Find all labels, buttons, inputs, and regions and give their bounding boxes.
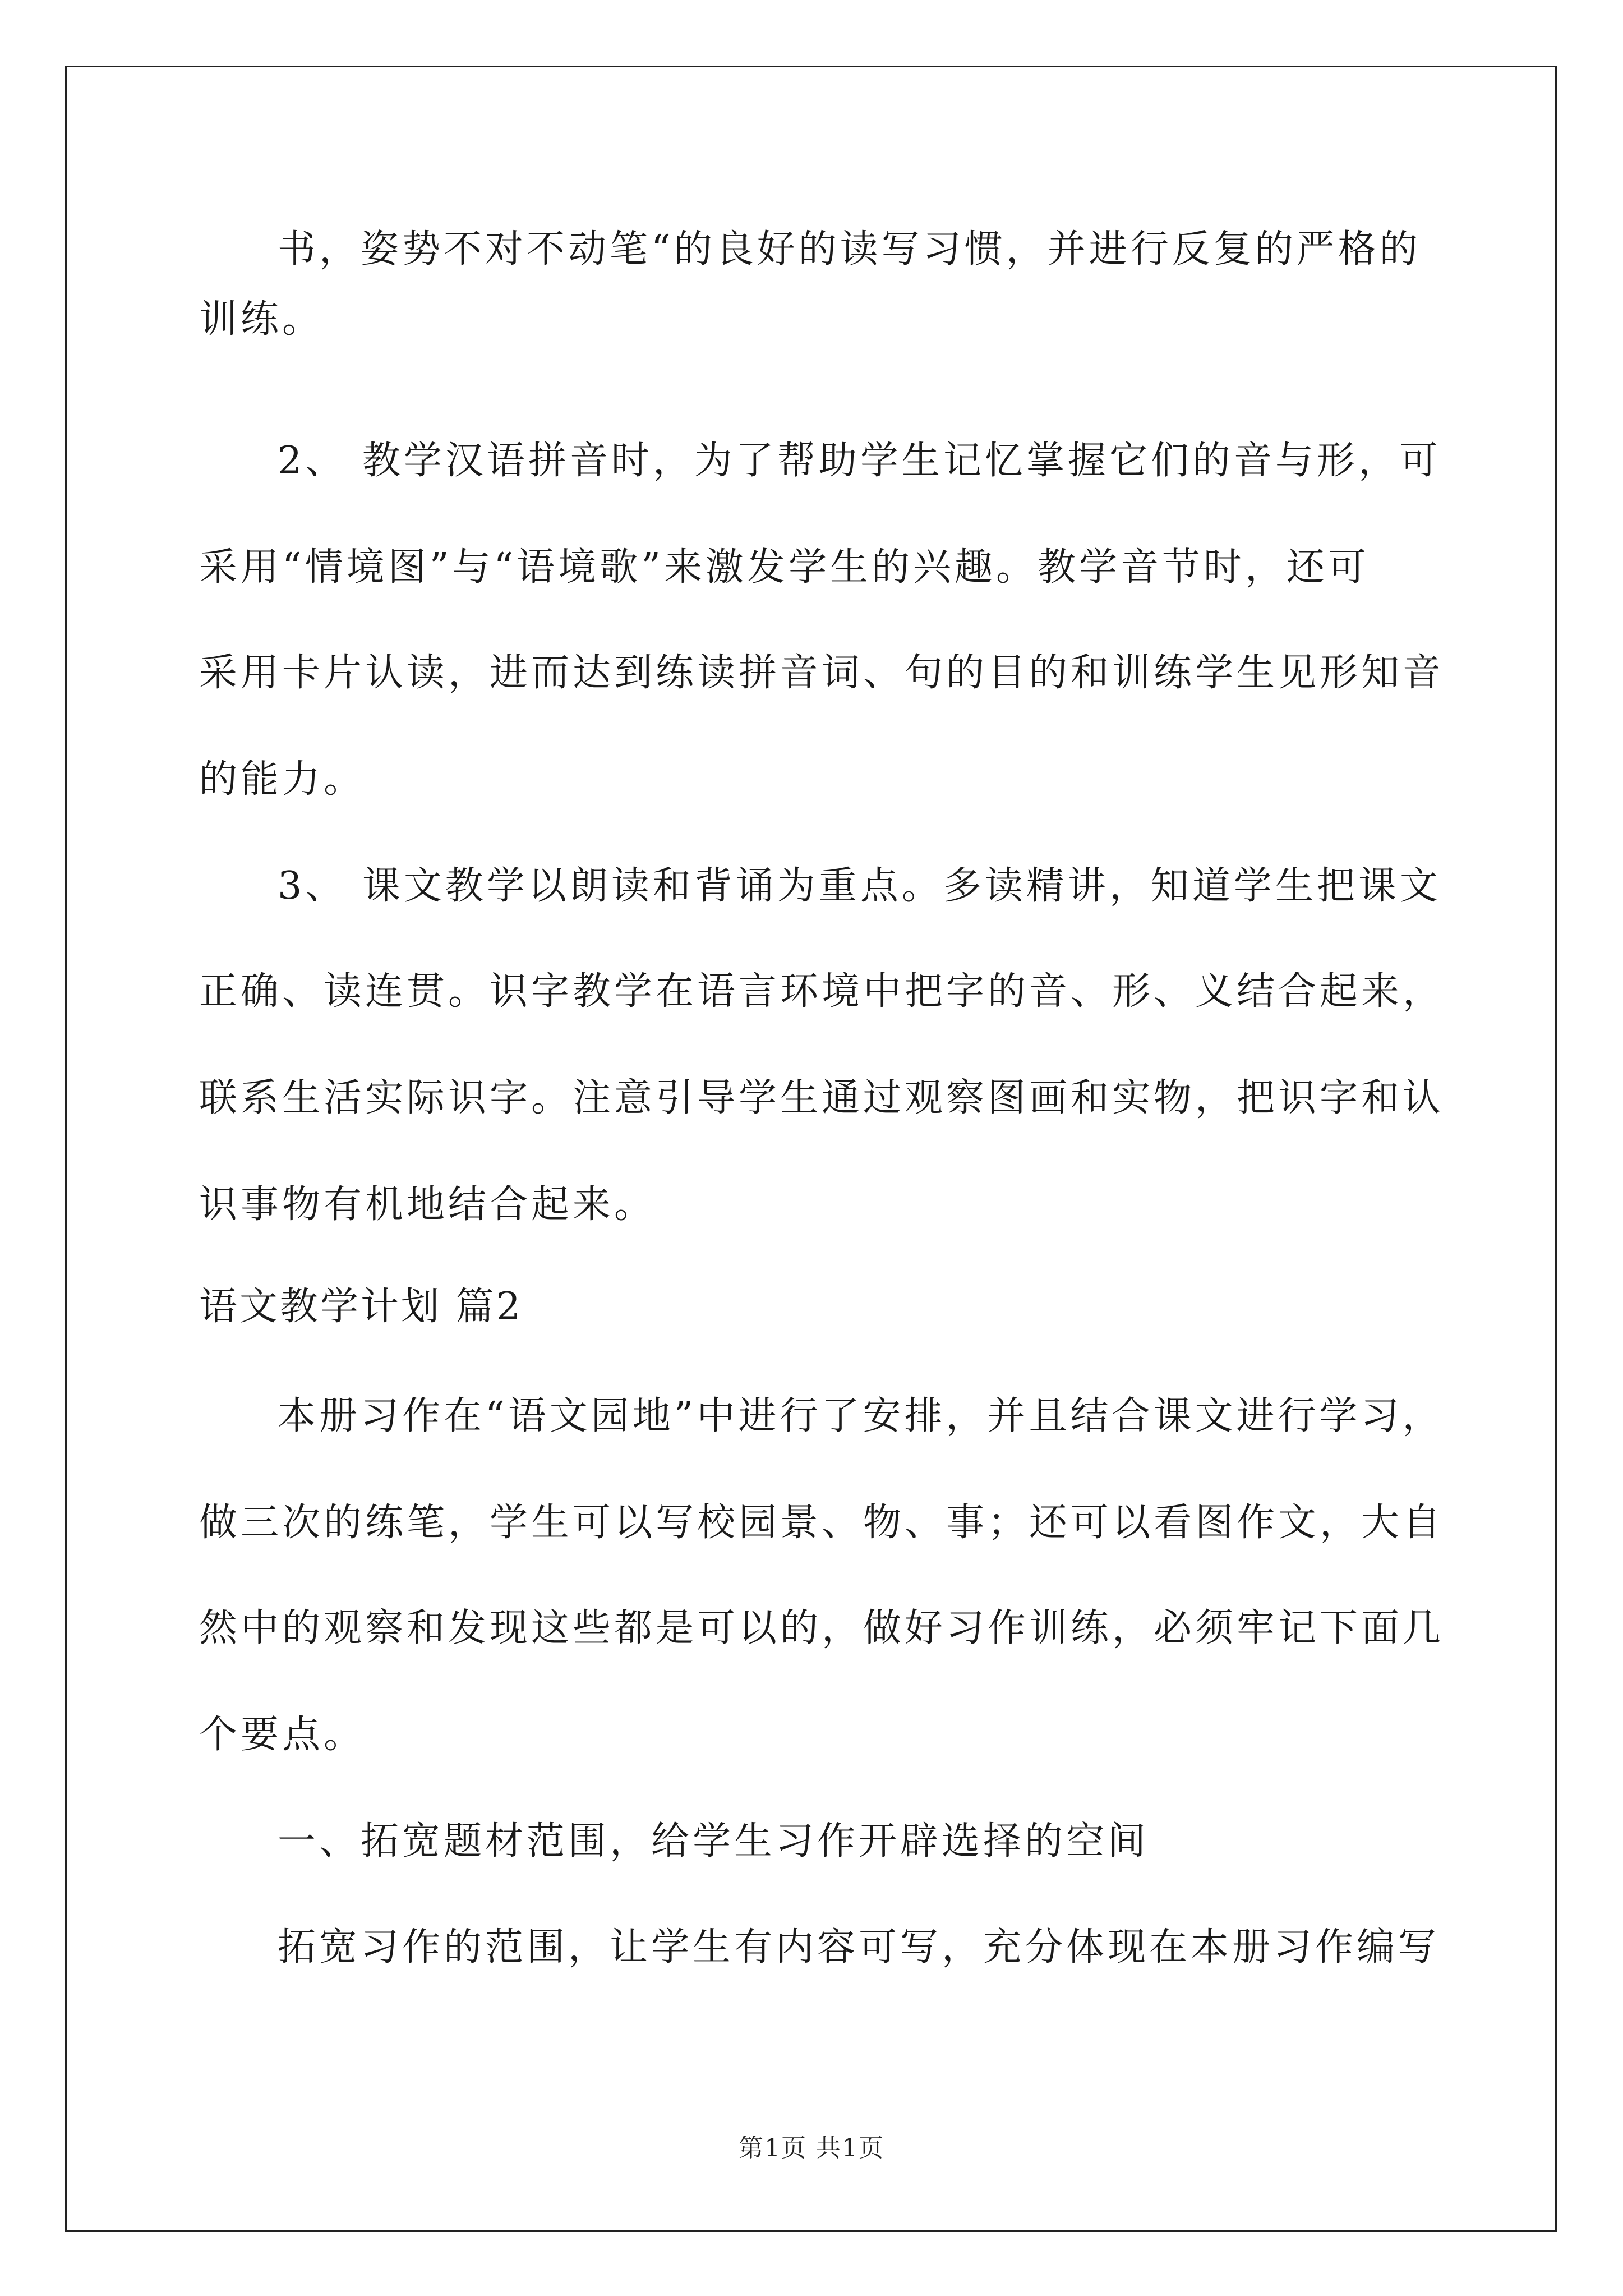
paragraph-line: 本册习作在“语文园地”中进行了安排，并且结合课文进行学习， — [278, 1394, 1444, 1438]
paragraph-line: 拓宽习作的范围，让学生有内容可写，充分体现在本册习作编写 — [278, 1925, 1440, 1970]
paragraph-line: 3、 课文教学以朗读和背诵为重点。多读精讲，知道学生把课文 — [278, 864, 1441, 908]
paragraph-line: 书，姿势不对不动笔“的良好的读写习惯，并进行反复的严格的 — [278, 227, 1421, 272]
subheading-line: 一、拓宽题材范围，给学生习作开辟选择的空间 — [278, 1819, 1150, 1864]
paragraph-line: 识事物有机地结合起来。 — [199, 1182, 656, 1227]
paragraph-line: 做三次的练笔，学生可以写校园景、物、事；还可以看图作文，大自 — [199, 1501, 1445, 1545]
paragraph-line: 正确、读连贯。识字教学在语言环境中把字的音、形、义结合起来， — [199, 969, 1445, 1014]
paragraph-line: 采用“情境图”与“语境歌”来激发学生的兴趣。教学音节时，还可 — [199, 545, 1370, 590]
paragraph-line: 采用卡片认读，进而达到练读拼音词、句的目的和训练学生见形知音 — [199, 651, 1445, 695]
page-footer: 第1页 共1页 — [739, 2134, 884, 2162]
paragraph-line: 个要点。 — [199, 1713, 366, 1757]
paragraph-line: 联系生活实际识字。注意引导学生通过观察图画和实物，把识字和认 — [199, 1076, 1445, 1120]
section-heading: 语文教学计划 篇2 — [199, 1285, 523, 1329]
page-border — [65, 66, 1557, 2232]
paragraph-line: 训练。 — [199, 297, 324, 342]
paragraph-line: 的能力。 — [199, 757, 366, 802]
paragraph-line: 2、 教学汉语拼音时，为了帮助学生记忆掌握它们的音与形，可 — [278, 439, 1441, 483]
paragraph-line: 然中的观察和发现这些都是可以的，做好习作训练，必须牢记下面几 — [199, 1606, 1445, 1650]
